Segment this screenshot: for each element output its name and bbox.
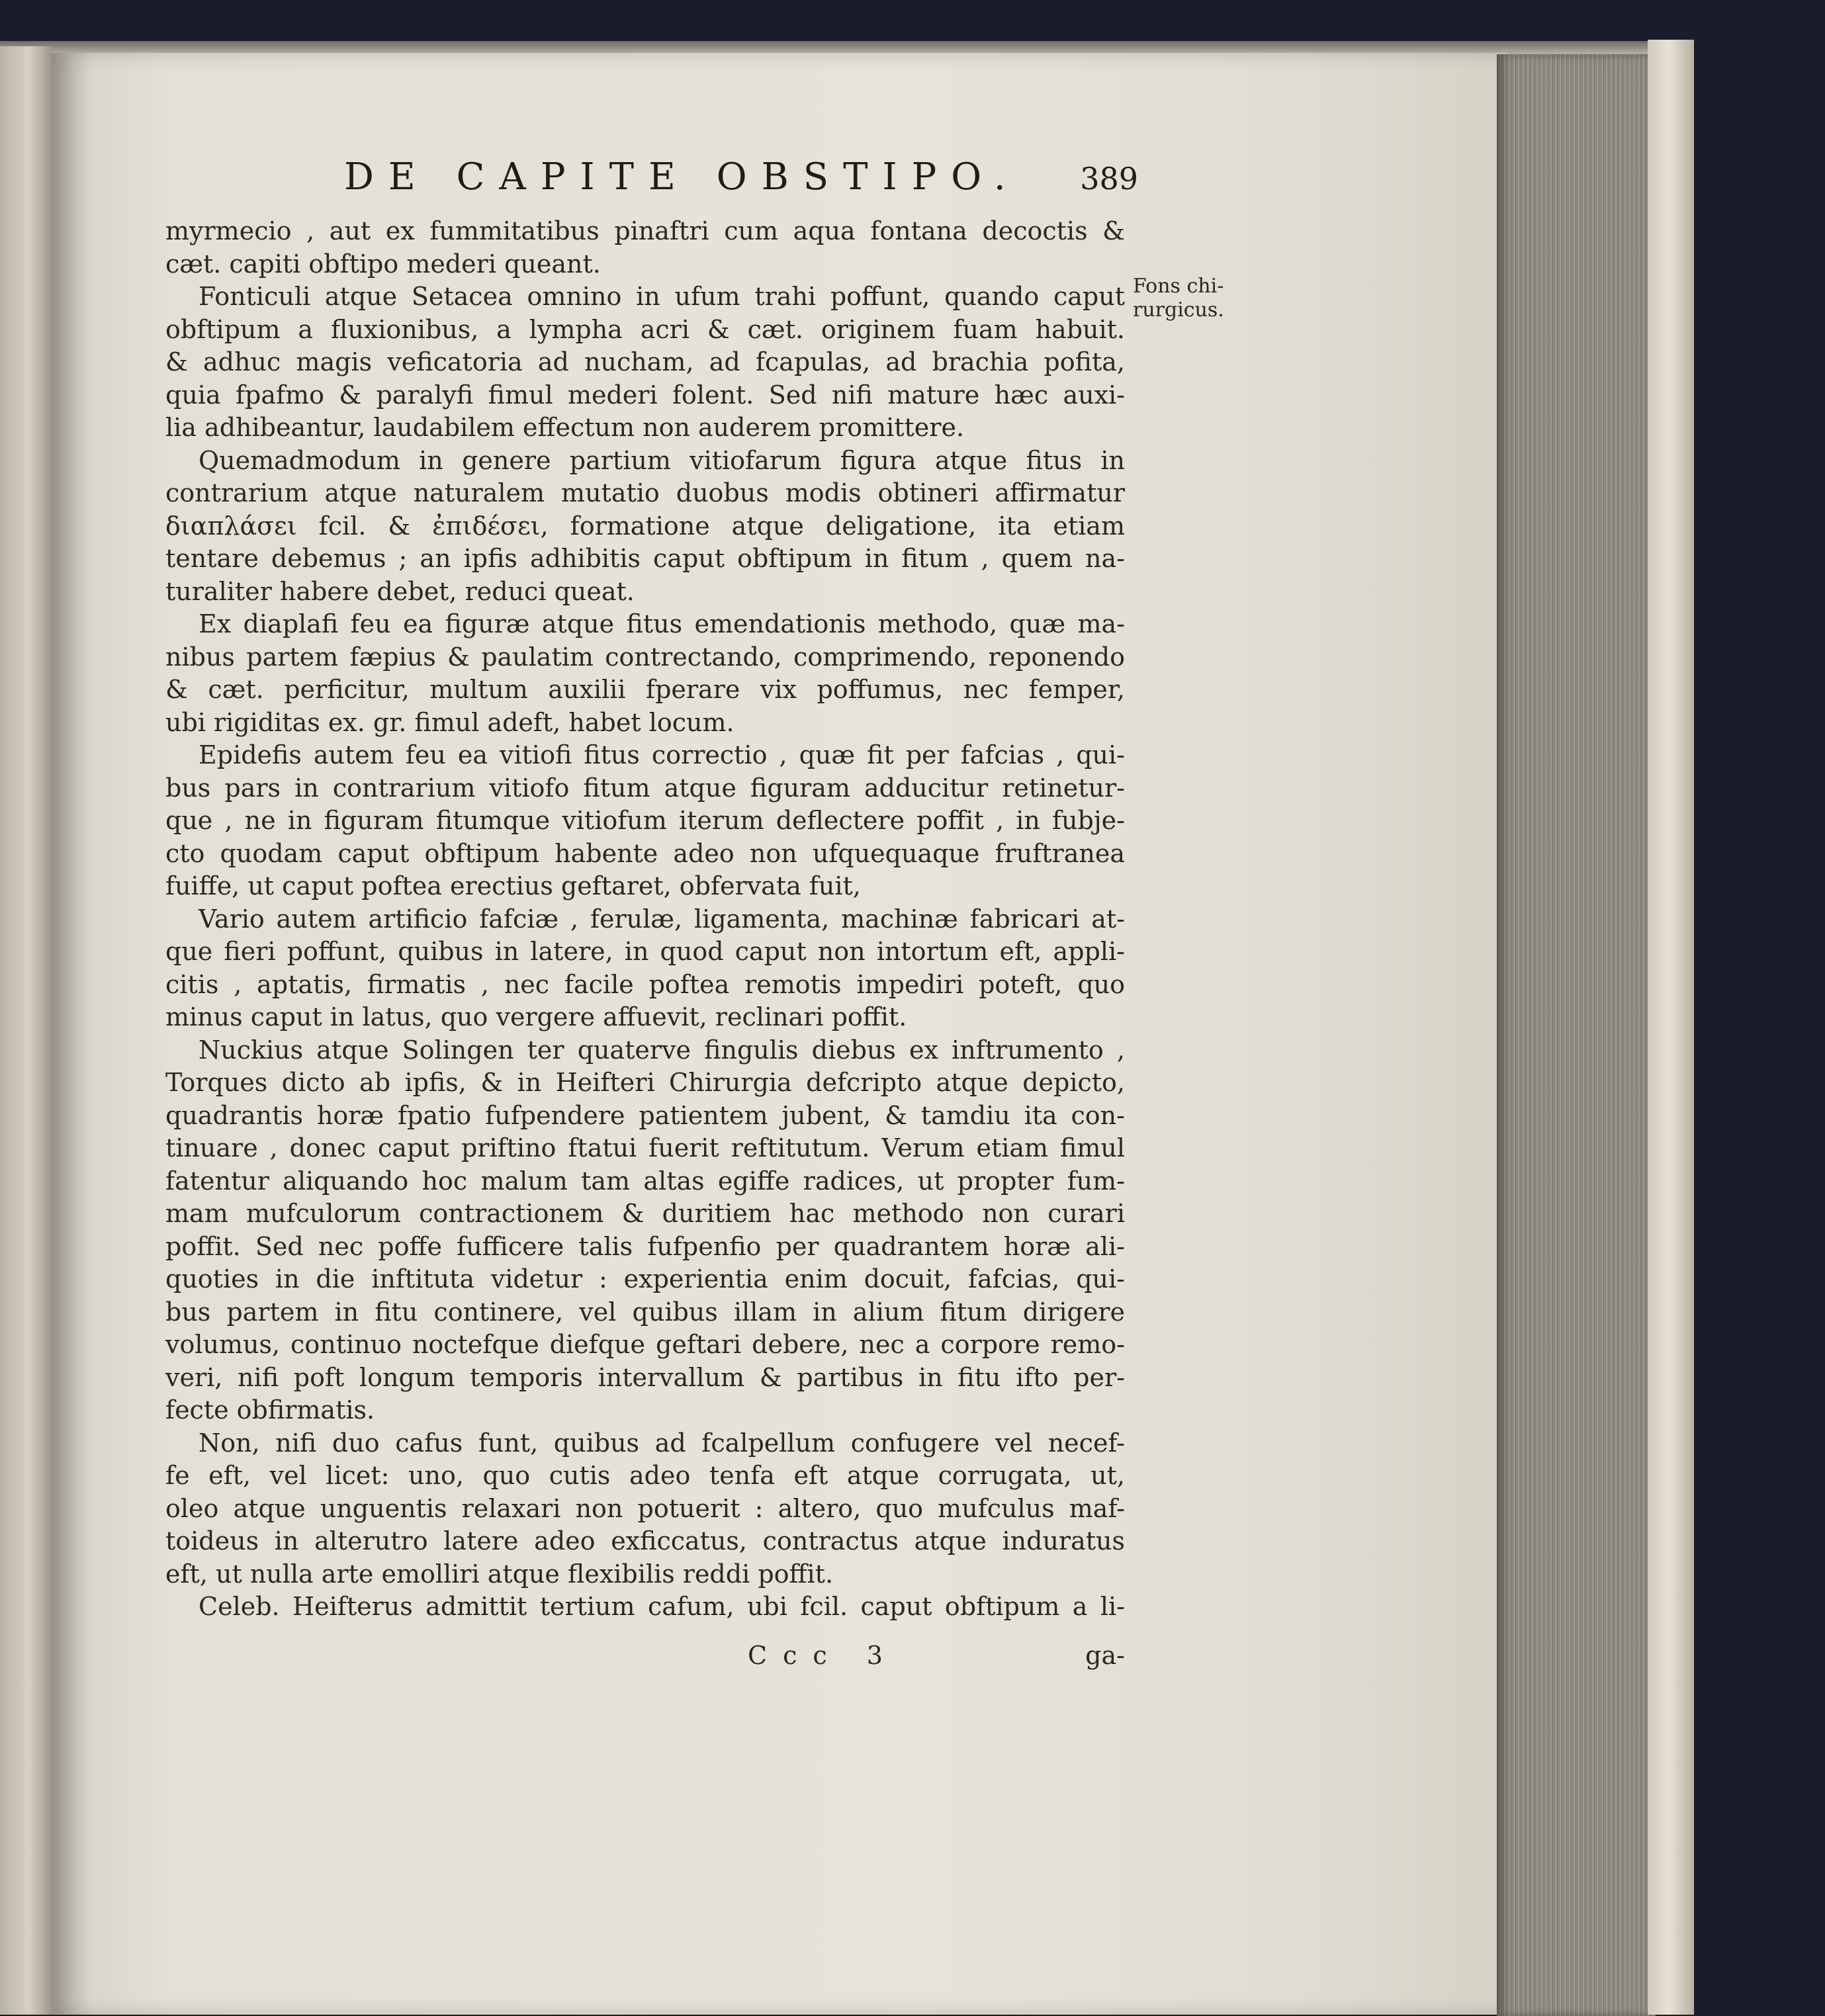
text-line: Epidefis autem feu ea vitiofi fitus correctio , quæ fit per fafcias , qui- bbox=[199, 740, 1125, 769]
text-line: cæt. capiti obftipo mederi queant. bbox=[165, 249, 601, 279]
text-line: volumus, continuo noctefque diefque geftari debere, nec a corpore remo- bbox=[165, 1330, 1125, 1359]
text-line: cto quodam caput obftipum habente adeo non ufquequaque fruftranea bbox=[165, 838, 1125, 868]
text-line: Vario autem artificio fafciæ , ferulæ, ligamenta, machinæ fabricari at- bbox=[199, 904, 1125, 934]
text-line: que , ne in figuram fitumque vitiofum iterum deflectere poffit , in fubje- bbox=[165, 806, 1125, 835]
text-line: contrarium atque naturalem mutatio duobus modis obtineri affirmatur bbox=[165, 478, 1125, 507]
text-line: nibus partem fæpius & paulatim contrectando, comprimendo, reponendo bbox=[165, 642, 1125, 672]
cover-edge bbox=[1648, 40, 1694, 2015]
body-text bbox=[165, 215, 1125, 1624]
gutter-shadow bbox=[52, 53, 91, 2015]
text-line: lia adhibeantur, laudabilem effectum non auderem promittere. bbox=[165, 413, 965, 442]
text-line: turaliter habere debet, reduci queat. bbox=[165, 576, 635, 606]
text-block bbox=[165, 155, 1138, 1624]
text-line: quoties in die inftituta videtur : experientia enim docuit, fafcias, qui- bbox=[165, 1264, 1125, 1293]
text-line: bus partem in fitu continere, vel quibus illam in alium fitum dirigere bbox=[165, 1297, 1125, 1327]
running-head-title: DE CAPITE OBSTIPO. bbox=[344, 155, 1020, 198]
sidenote-line: Fons chi- bbox=[1133, 275, 1224, 298]
text-line: minus caput in latus, quo vergere affuevit, reclinari poffit. bbox=[165, 1002, 907, 1031]
text-line: Torques dicto ab ipfis, & in Heifteri Chirurgia defcripto atque depicto, bbox=[165, 1068, 1125, 1097]
text-line: Nuckius atque Solingen ter quaterve fingulis diebus ex inftrumento , bbox=[199, 1035, 1125, 1065]
running-head bbox=[165, 155, 1138, 215]
text-line: Fonticuli atque Setacea omnino in ufum trahi poffunt, quando caput bbox=[199, 282, 1125, 311]
text-line: eft, ut nulla arte emolliri atque flexibilis reddi poffit. bbox=[165, 1559, 834, 1589]
text-line: διαπλάσει fcil. & ἐπιδέσει, formatione atque deligatione, ita etiam bbox=[165, 511, 1125, 541]
text-line: que fieri poffunt, quibus in latere, in quod caput non intortum eft, appli- bbox=[165, 937, 1125, 966]
text-line: ubi rigiditas ex. gr. fimul adeft, habet locum. bbox=[165, 707, 734, 737]
text-line: quia fpafmo & paralyfi fimul mederi folent. Sed nifi mature hæc auxi- bbox=[165, 380, 1125, 410]
text-line: Non, nifi duo cafus funt, quibus ad fcalpellum confugere vel necef- bbox=[199, 1428, 1125, 1458]
text-line: & adhuc magis veficatoria ad nucham, ad fcapulas, ad brachia pofita, bbox=[165, 347, 1125, 376]
text-line: Celeb. Heifterus admittit tertium cafum, ubi fcil. caput obftipum a li- bbox=[199, 1592, 1125, 1621]
text-line: & cæt. perficitur, multum auxilii fperare vix poffumus, nec femper, bbox=[165, 675, 1125, 704]
fore-edge bbox=[1497, 54, 1656, 2016]
text-line: fecte obfirmatis. bbox=[165, 1395, 375, 1424]
text-line: citis , aptatis, firmatis , nec facile poftea remotis impediri poteft, quo bbox=[165, 969, 1125, 999]
signature-mark: Ccc 3 bbox=[748, 1641, 899, 1670]
text-line: fe eft, vel licet: uno, quo cutis adeo tenfa eft atque corrugata, ut, bbox=[165, 1461, 1125, 1490]
text-line: Ex diaplafi feu ea figuræ atque fitus emendationis methodo, quæ ma- bbox=[199, 609, 1125, 638]
text-line: tentare debemus ; an ipfis adhibitis caput obftipum in fitum , quem na- bbox=[165, 544, 1125, 573]
catchword: ga- bbox=[1085, 1641, 1125, 1670]
signature-line bbox=[165, 1641, 1125, 1674]
text-line: Quemadmodum in genere partium vitiofarum figura atque fitus in bbox=[199, 445, 1125, 475]
text-line: myrmecio , aut ex fummitatibus pinaftri cum aqua fontana decoctis & bbox=[165, 216, 1125, 245]
text-line: oleo atque unguentis relaxari non potuerit : altero, quo mufculus maf- bbox=[165, 1493, 1125, 1523]
left-page-edge bbox=[0, 46, 52, 2015]
text-line: mam mufculorum contractionem & duritiem hac methodo non curari bbox=[165, 1199, 1125, 1228]
text-line: toideus in alterutro latere adeo exficcatus, contractus atque induratus bbox=[165, 1526, 1125, 1556]
text-line: tinuare , donec caput priftino ftatui fuerit reftitutum. Verum etiam fimul bbox=[165, 1133, 1125, 1162]
text-line: poffit. Sed nec poffe fufficere talis fufpenfio per quadrantem horæ ali- bbox=[165, 1231, 1125, 1261]
text-line: obftipum a fluxionibus, a lympha acri & cæt. originem fuam habuit. bbox=[165, 314, 1125, 344]
text-line: fatentur aliquando hoc malum tam altas egiffe radices, ut propter fum- bbox=[165, 1166, 1125, 1196]
sidenote-line: rurgicus. bbox=[1133, 298, 1224, 322]
text-line: fuiffe, ut caput poftea erectius geftaret, obfervata fuit, bbox=[165, 871, 861, 900]
text-line: quadrantis horæ fpatio fufpendere patientem jubent, & tamdiu ita con- bbox=[165, 1100, 1125, 1130]
sidenote bbox=[1133, 275, 1224, 322]
text-line: veri, nifi poft longum temporis intervallum & partibus in fitu ifto per- bbox=[165, 1362, 1125, 1392]
text-line: bus pars in contrarium vitiofo fitum atque figuram adducitur retinetur- bbox=[165, 773, 1125, 803]
page-number: 389 bbox=[1080, 161, 1138, 197]
